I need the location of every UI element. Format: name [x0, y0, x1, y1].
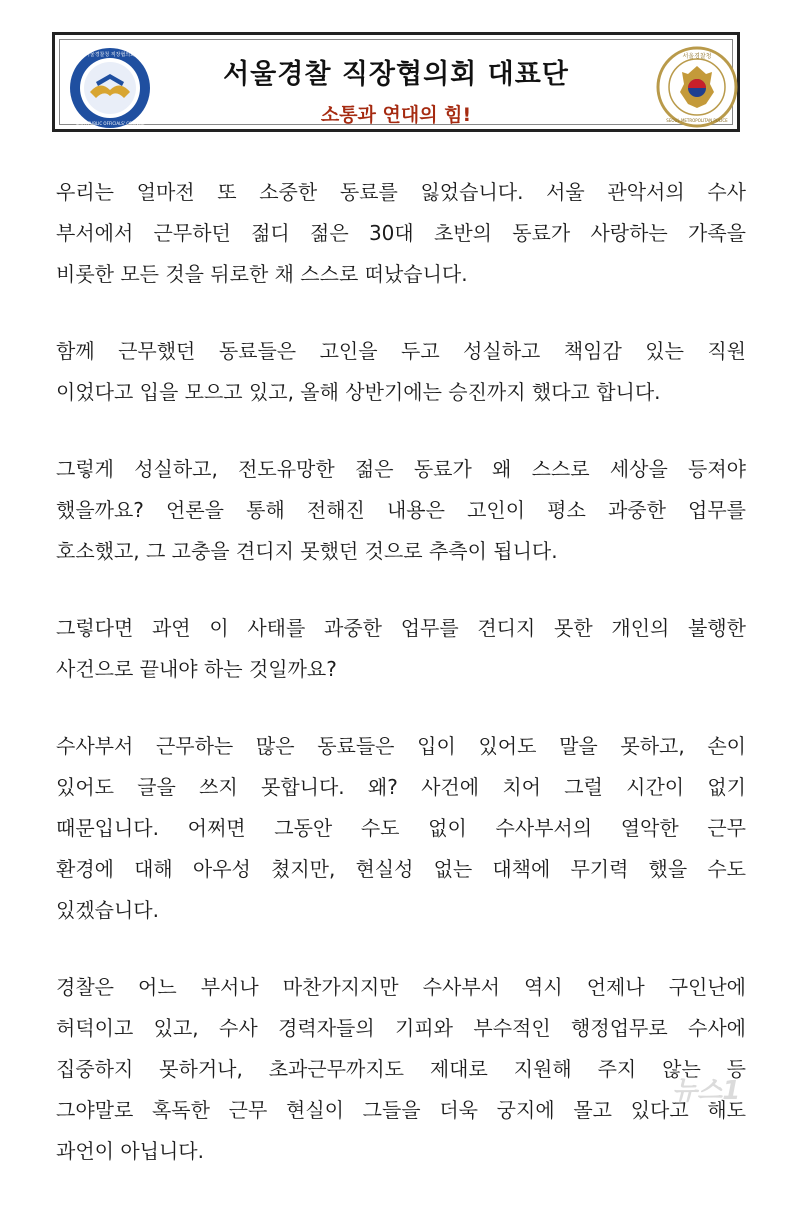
right-emblem-text-top: 서울경찰청: [682, 53, 712, 60]
paragraph-line: 비롯한 모든 것을 뒤로한 채 스스로 떠났습니다.: [56, 262, 468, 286]
paragraph: [56, 967, 746, 1172]
paragraph-line: 했을까요? 언론을 통해 전해진 내용은 고인이 평소 과중한 업무를: [56, 498, 746, 522]
header-inner-border: [59, 39, 733, 125]
paragraph-line: 집중하지 못하거나, 초과근무까지도 제대로 지원해 주지 않는 등: [56, 1057, 746, 1081]
seoul-police-seal-icon: [656, 46, 738, 128]
paragraph-line: 있어도 글을 쓰지 못합니다. 왜? 사건에 치어 그럴 시간이 없기: [56, 775, 746, 799]
paragraph: [56, 608, 746, 690]
paragraph-line: 있겠습니다.: [56, 898, 159, 922]
paragraph-line: 과언이 아닙니다.: [56, 1139, 204, 1163]
paragraph-line: 함께 근무했던 동료들은 고인을 두고 성실하고 책임감 있는 직원: [56, 339, 746, 363]
left-emblem-text-bottom: SMPA PUBLIC OFFICIALS' COUNCIL: [75, 121, 145, 126]
paragraph-line: 경찰은 어느 부서나 마찬가지지만 수사부서 역시 언제나 구인난에: [56, 975, 746, 999]
paragraph-line: 사건으로 끝내야 하는 것일까요?: [56, 657, 337, 681]
paragraph-line: 그야말로 혹독한 근무 현실이 그들을 더욱 궁지에 몰고 있다고 해도: [56, 1098, 746, 1122]
paragraph-line: 그렇다면 과연 이 사태를 과중한 업무를 견디지 못한 개인의 불행한: [56, 616, 746, 640]
paragraph: [56, 726, 746, 931]
paragraph-line: 부서에서 근무하던 젊디 젊은 30대 초반의 동료가 사랑하는 가족을: [56, 221, 746, 245]
paragraph-line: 그렇게 성실하고, 전도유망한 젊은 동료가 왜 스스로 세상을 등져야: [56, 457, 746, 481]
paragraph-line: 우리는 얼마전 또 소중한 동료를 잃었습니다. 서울 관악서의 수사: [56, 180, 746, 204]
paragraph-line: 허덕이고 있고, 수사 경력자들의 기피와 부수적인 행정업무로 수사에: [56, 1016, 746, 1040]
paragraph-line: 수사부서 근무하는 많은 동료들은 입이 있어도 말을 못하고, 손이: [56, 734, 746, 758]
paragraph-line: 때문입니다. 어쩌면 그동안 수도 없이 수사부서의 열악한 근무: [56, 816, 746, 840]
paragraph-line: 환경에 대해 아우성 쳤지만, 현실성 없는 대책에 무기력 했을 수도: [56, 857, 746, 881]
paragraph: [56, 172, 746, 295]
paragraph-line: 이었다고 입을 모으고 있고, 올해 상반기에는 승진까지 했다고 합니다.: [56, 380, 661, 404]
paragraph: [56, 331, 746, 413]
article-body: [56, 172, 746, 1208]
header-box: [52, 32, 740, 132]
left-emblem-text-top: 서울경찰청 직장협의회: [85, 52, 135, 58]
page-subtitle: 소통과 연대의 힘!: [320, 104, 472, 126]
watermark-text: 뉴스1: [672, 1076, 741, 1106]
page-title: 서울경찰 직장협의회 대표단: [223, 59, 569, 90]
paragraph: [56, 449, 746, 572]
news1-watermark: [672, 1062, 798, 1110]
paragraph-line: 호소했고, 그 고충을 견디지 못했던 것으로 추측이 됩니다.: [56, 539, 558, 563]
right-emblem-text-bottom: SEOUL METROPOLITAN POLICE: [666, 118, 728, 123]
